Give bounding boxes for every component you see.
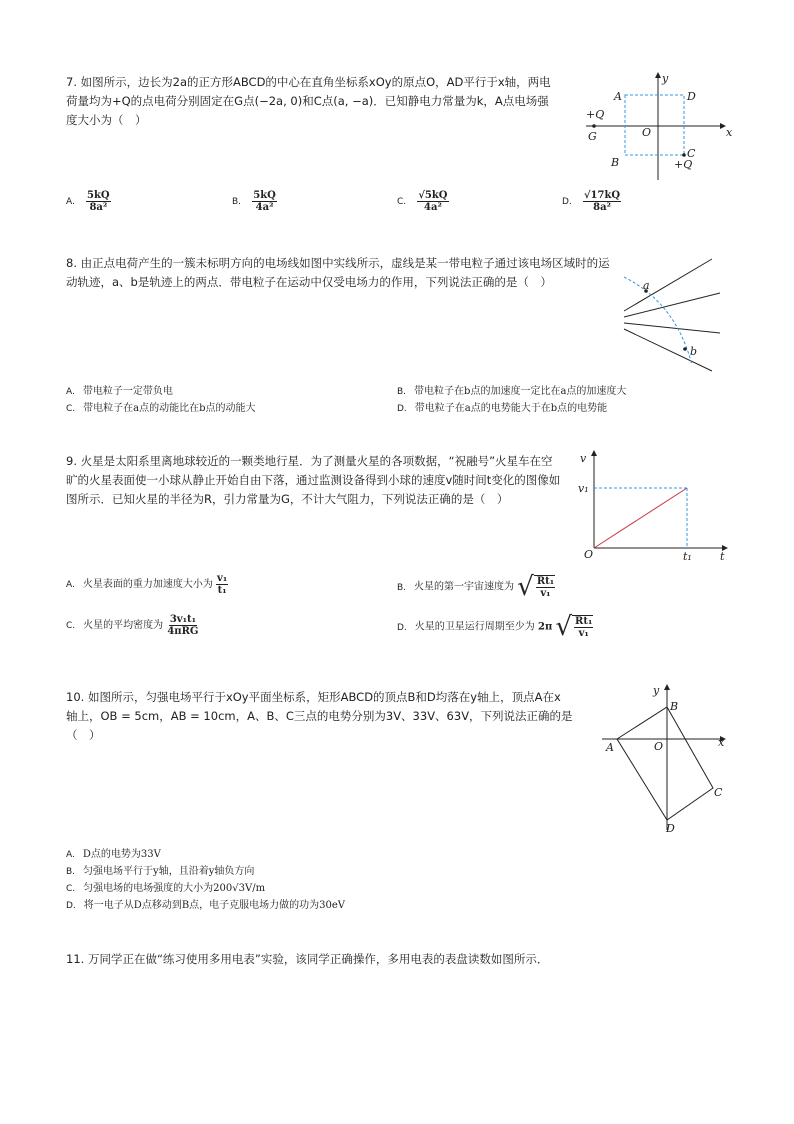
q10-option-a[interactable]: A. D点的电势为33V	[66, 849, 161, 860]
q10-option-d[interactable]: D. 将一电子从D点移动到B点，电子克服电场力做的功为30eV	[66, 900, 346, 911]
q7-y-arrow	[655, 72, 661, 78]
q7-label-charge2: +Q	[674, 158, 693, 171]
q7-line3: 度大小为（ ）	[66, 113, 147, 127]
q7-figure	[578, 70, 738, 190]
q7-point-g	[592, 124, 596, 128]
q9-line1: 9. 火星是太阳系里离地球较近的一颗类地行星．为了测量火星的各项数据，“祝融号”火星车在空	[66, 454, 553, 468]
q10-option-b[interactable]: B. 匀强电场平行于y轴，且沿着y轴负方向	[66, 866, 255, 877]
q10-option-c[interactable]: C. 匀强电场的电场强度的大小为200√3V/m	[66, 883, 266, 894]
q10-rectangle	[617, 707, 713, 820]
q7-option-d[interactable]: D. $\frac{√17kQ}{\text{8a²}}$	[562, 190, 621, 213]
q8-figure	[616, 255, 726, 375]
q7-label-b: B	[611, 156, 620, 169]
q8-option-a[interactable]: A. 带电粒子一定带负电	[66, 386, 173, 397]
q7-line1: 7. 如图所示，边长为2a的正方形ABCD的中心在直角坐标系xOy的原点O，AD平行于x轴，两电	[66, 75, 551, 89]
q9-label-v: v	[580, 452, 587, 465]
q8-label-a: a	[643, 279, 650, 292]
q8-option-c[interactable]: C. 带电粒子在a点的动能比在b点的动能大	[66, 403, 256, 414]
q9-v-arrow	[591, 450, 597, 456]
q9-label-t: t	[720, 550, 725, 563]
q10-y-arrow	[664, 684, 670, 690]
q8-point-b	[683, 347, 687, 351]
q7-label-charge1: +Q	[586, 108, 605, 121]
q9-line3: 图所示．已知火星的半径为R，引力常量为G，不计大气阻力，下列说法正确的是（ ）	[66, 492, 509, 506]
q7-line2: 荷量均为+Q的点电荷分别固定在G点(−2a, 0)和C点(a, −a)．已知静电力常量为k，A点电场强	[66, 94, 549, 108]
q9-option-d[interactable]: D. 火星的卫星运行周期至少为 2π √ $\frac{\text{Rt₁}}{\text{v₁}}$	[397, 612, 593, 642]
q9-label-v1: v₁	[578, 482, 589, 495]
q9-label-t1: t₁	[683, 550, 692, 563]
q7-option-b[interactable]: B. $\frac{5kQ}{\text{4a²}}$	[232, 190, 276, 213]
q9-line2: 旷的火星表面使一小球从静止开始自由下落，通过监测设备得到小球的速度v随时间t变化的图像如	[66, 473, 561, 487]
q7-label-c: C	[687, 147, 696, 160]
q8-field-line-2	[624, 293, 720, 317]
q7-label-a: A	[614, 90, 622, 103]
q8-label-b: b	[690, 345, 698, 358]
q7-option-a[interactable]: A. $\frac{5kQ}{\text{8a²}}$	[66, 190, 110, 213]
q7-label-x: x	[726, 126, 733, 139]
q8-field-line-3	[624, 323, 720, 333]
q9-option-a[interactable]: A. 火星表面的重力加速度大小为 $\frac{\text{v₁}}{\text{t₁}}$	[66, 573, 228, 596]
q9-option-c[interactable]: C. 火星的平均密度为 $\frac{\text{3v₁t₁}}{\text{4πRG}}$	[66, 614, 199, 637]
q10-line2: 轴上，OB = 5cm，AB = 10cm，A、B、C三点的电势分别为3V、33V、63V，下列说法正确的是	[66, 709, 573, 723]
q10-label-a: A	[606, 741, 614, 754]
q8-line2: 动轨迹，a、b是轨迹上的两点．带电粒子在运动中仅受电场力的作用，下列说法正确的是（ ）	[66, 275, 552, 289]
q10-label-y: y	[653, 684, 660, 697]
q7-label-o: O	[642, 126, 652, 139]
q7-point-c	[682, 153, 686, 157]
q10-figure	[596, 680, 736, 840]
q10-line1: 10. 如图所示，匀强电场平行于xOy平面坐标系，矩形ABCD的顶点B和D均落在y轴上，顶点A在x	[66, 690, 561, 704]
q7-label-y: y	[662, 72, 669, 85]
q10-label-d: D	[666, 822, 675, 835]
q7-label-d: D	[687, 90, 696, 103]
q10-label-b: B	[670, 700, 679, 713]
q9-option-b[interactable]: B. 火星的第一宇宙速度为 √ $\frac{\text{Rt₁}}{\text{v₁}}$	[397, 572, 555, 602]
q9-label-o: O	[584, 548, 594, 561]
q10-label-c: C	[714, 786, 723, 799]
q10-line3: （ ）	[66, 728, 101, 742]
q9-vt-line	[594, 488, 687, 548]
q7-option-c[interactable]: C. $\frac{√5kQ}{\text{4a²}}$	[397, 190, 448, 213]
q8-option-d[interactable]: D. 带电粒子在a点的电势能大于在b点的电势能	[397, 403, 608, 414]
q9-figure	[574, 448, 734, 568]
q11-line1: 11. 万同学正在做“练习使用多用电表”实验，该同学正确操作，多用电表的表盘读数如图所示．	[66, 952, 549, 966]
q8-line1: 8. 由正点电荷产生的一簇未标明方向的电场线如图中实线所示，虚线是某一带电粒子通过该电场区域时的运	[66, 256, 610, 270]
q10-label-o: O	[654, 740, 664, 753]
q7-label-g: G	[588, 130, 597, 143]
q7-square	[625, 95, 684, 155]
q10-label-x: x	[718, 736, 725, 749]
q8-option-b[interactable]: B. 带电粒子在b点的加速度一定比在a点的加速度大	[397, 386, 627, 397]
q8-field-line-4	[624, 329, 712, 371]
q8-trajectory	[624, 277, 692, 365]
